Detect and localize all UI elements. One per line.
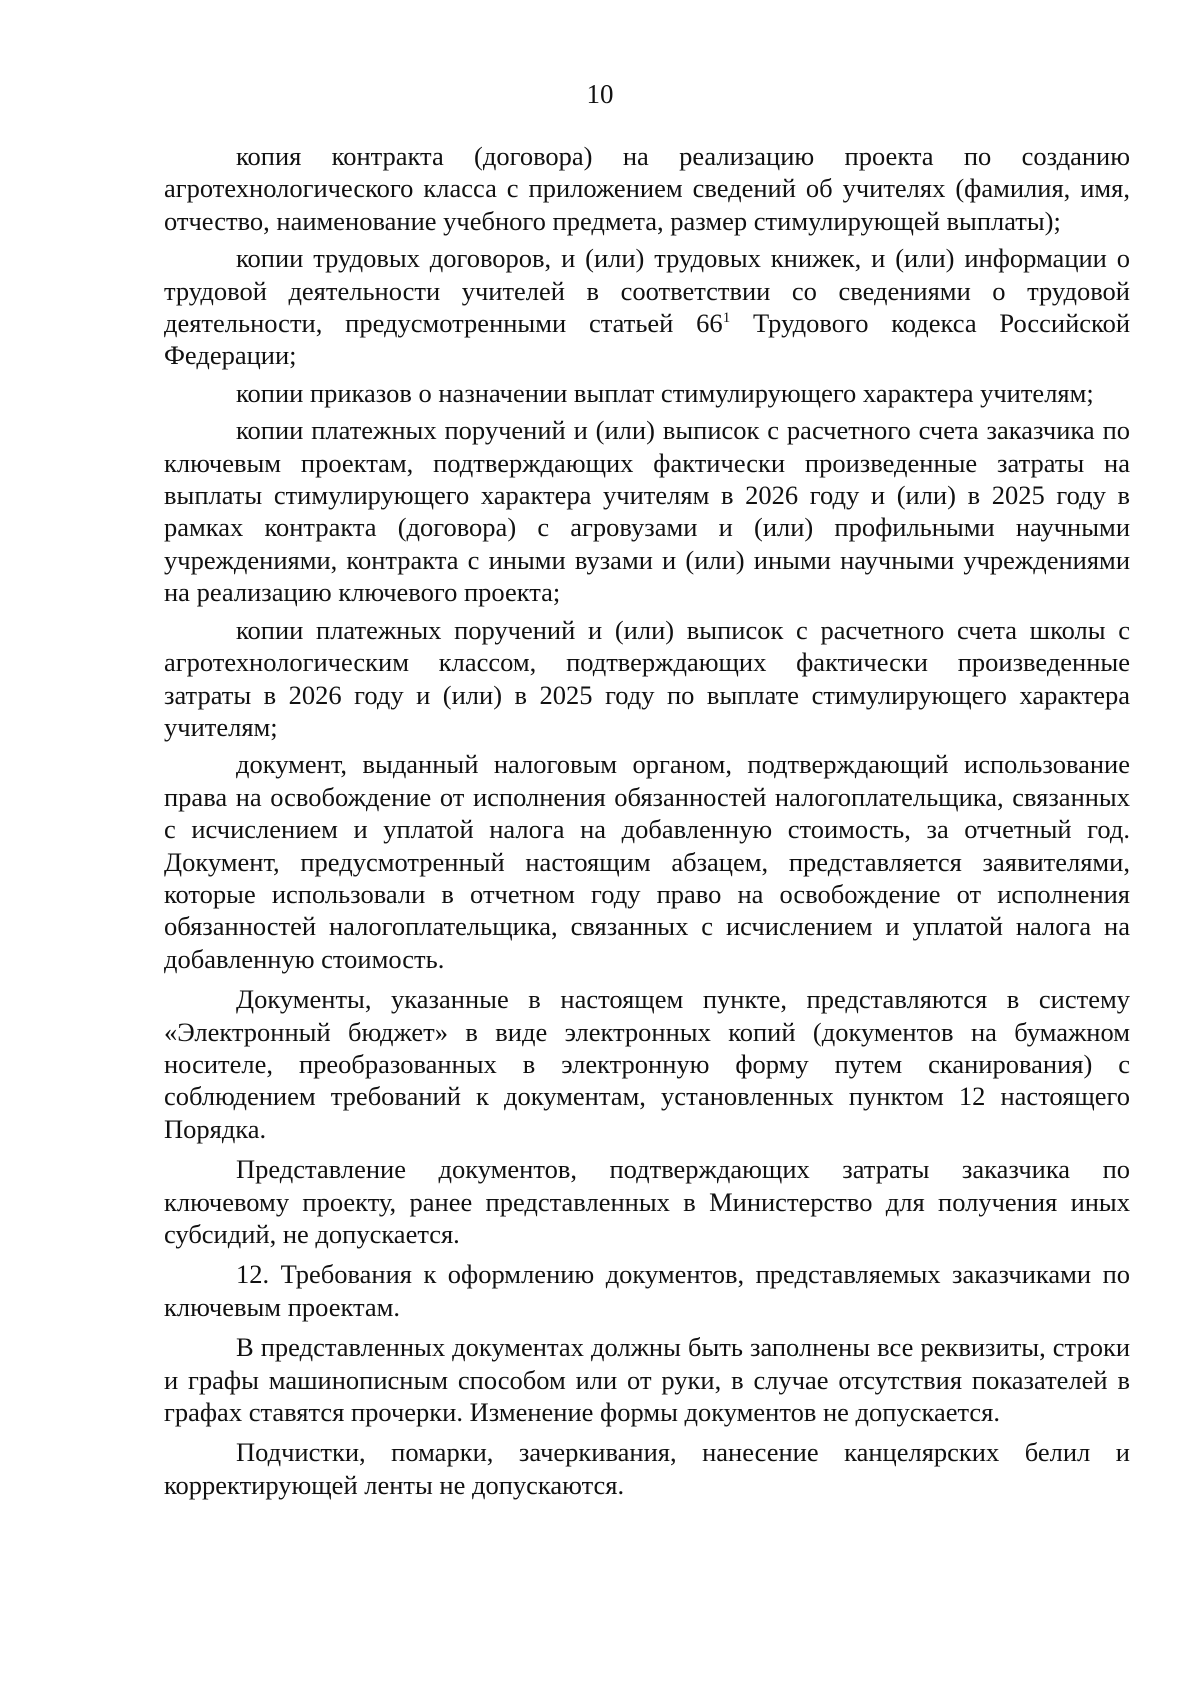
paragraph-orders-copy: копии приказов о назначении выплат стимулирующего характера учителям; [236, 377, 1094, 408]
paragraph-corrections: Подчистки, помарки, зачеркивания, нанесение канцелярских белил и корректирующей ленты не допускаются. [164, 1437, 1130, 1500]
paragraph-requisites: В представленных документах должны быть заполнены все реквизиты, строки и графы машинописным способом или от руки, в случае отсутствия показателей в графах ставятся прочерки. Изменение формы документов не допускается. [164, 1332, 1130, 1428]
paragraph-payment-orders-school: копии платежных поручений и (или) выписок с расчетного счета школы с агротехнологическим классом, подтверждающих фактически произведенные затраты в 2026 году и (или) в 2025 году по выплате стимулирующего характера учителям; [164, 614, 1130, 742]
paragraph-payment-orders-customer: копии платежных поручений и (или) выписок с расчетного счета заказчика по ключевым проектам, подтверждающих фактически произведенные затраты на выплаты стимулирующего характера учителям в 2026 году и (или) в 2025 году в рамках контракта (договора) с агровузами и (или) профильными научными учреждениями, контракта с иными вузами и (или) иными научными учреждениями на реализацию ключевого проекта; [164, 415, 1130, 608]
article-superscript: 1 [722, 310, 731, 327]
document-body [164, 140, 1130, 1501]
paragraph-labor-contracts [164, 242, 1130, 372]
paragraph-labor-contracts-tail: Трудового кодекса Российской Федерации; [164, 308, 1130, 371]
paragraph-item-12: 12. Требования к оформлению документов, представляемых заказчиками по ключевым проектам. [164, 1259, 1130, 1322]
paragraph-tax-document: документ, выданный налоговым органом, подтверждающий использование права на освобождение от исполнения обязанностей налогоплательщика, связанных с исчислением и уплатой налога на добавленную стоимость, за отчетный год. Документ, предусмотренный настоящим абзацем, представляется заявителями, которые использовали в отчетном году право на освобождение от исполнения обязанностей налогоплательщика, связанных с исчислением и уплатой налога на добавленную стоимость. [164, 749, 1130, 974]
paragraph-labor-contracts-text: копии трудовых договоров, и (или) трудовых книжек, и (или) информации о трудовой деятельности учителей в соответствии со сведениями о трудовой деятельности, предусмотренными статьей 66 [164, 243, 1130, 339]
paragraph-contract-copy: копия контракта (договора) на реализацию проекта по созданию агротехнологического класса с приложением сведений об учителях (фамилия, имя, отчество, наименование учебного предмета, размер стимулирующей выплаты); [164, 141, 1130, 236]
paragraph-electronic-budget: Документы, указанные в настоящем пункте, представляются в систему «Электронный бюджет» в виде электронных копий (документов на бумажном носителе, преобразованных в электронную форму путем сканирования) с соблюдением требований к документам, установленных пунктом 12 настоящего Порядка. [164, 984, 1130, 1144]
paragraph-submission-restriction: Представление документов, подтверждающих затраты заказчика по ключевому проекту, ранее представленных в Министерство для получения иных субсидий, не допускается. [164, 1154, 1130, 1249]
page-number: 10 [586, 79, 614, 109]
